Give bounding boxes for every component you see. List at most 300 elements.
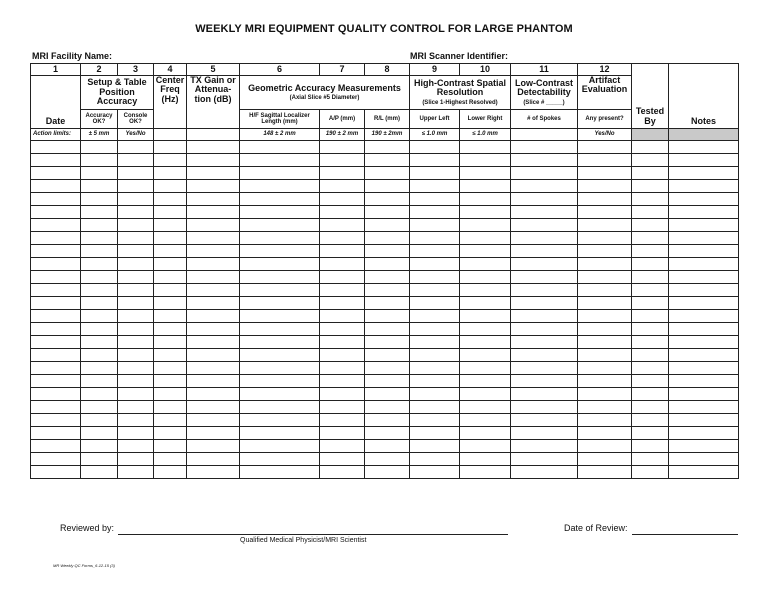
table-cell[interactable]	[511, 141, 578, 154]
table-cell[interactable]	[669, 453, 739, 466]
table-cell[interactable]	[81, 336, 118, 349]
table-cell[interactable]	[460, 180, 511, 193]
table-cell[interactable]	[632, 258, 669, 271]
table-cell[interactable]	[240, 323, 320, 336]
table-cell[interactable]	[365, 232, 410, 245]
table-cell[interactable]	[632, 349, 669, 362]
table-cell[interactable]	[669, 388, 739, 401]
table-cell[interactable]	[320, 206, 365, 219]
table-cell[interactable]	[320, 258, 365, 271]
table-cell[interactable]	[365, 271, 410, 284]
table-cell[interactable]	[31, 349, 81, 362]
table-cell[interactable]	[187, 453, 240, 466]
table-cell[interactable]	[187, 232, 240, 245]
table-cell[interactable]	[511, 453, 578, 466]
table-cell[interactable]	[81, 154, 118, 167]
table-cell[interactable]	[31, 466, 81, 479]
table-cell[interactable]	[632, 466, 669, 479]
table-cell[interactable]	[578, 206, 632, 219]
table-cell[interactable]	[240, 362, 320, 375]
table-cell[interactable]	[154, 232, 187, 245]
table-cell[interactable]	[511, 401, 578, 414]
table-cell[interactable]	[31, 310, 81, 323]
table-cell[interactable]	[365, 297, 410, 310]
table-cell[interactable]	[320, 388, 365, 401]
table-cell[interactable]	[240, 310, 320, 323]
table-cell[interactable]	[320, 141, 365, 154]
table-cell[interactable]	[320, 453, 365, 466]
table-cell[interactable]	[669, 414, 739, 427]
table-cell[interactable]	[154, 297, 187, 310]
table-cell[interactable]	[511, 375, 578, 388]
table-cell[interactable]	[118, 141, 154, 154]
table-cell[interactable]	[365, 427, 410, 440]
table-cell[interactable]	[669, 154, 739, 167]
table-cell[interactable]	[118, 154, 154, 167]
table-cell[interactable]	[31, 336, 81, 349]
table-cell[interactable]	[669, 284, 739, 297]
table-cell[interactable]	[240, 258, 320, 271]
table-cell[interactable]	[31, 206, 81, 219]
table-cell[interactable]	[669, 167, 739, 180]
table-cell[interactable]	[31, 440, 81, 453]
table-cell[interactable]	[365, 362, 410, 375]
table-cell[interactable]	[118, 310, 154, 323]
table-cell[interactable]	[669, 271, 739, 284]
table-cell[interactable]	[669, 440, 739, 453]
table-cell[interactable]	[154, 245, 187, 258]
table-cell[interactable]	[460, 401, 511, 414]
table-cell[interactable]	[187, 466, 240, 479]
table-cell[interactable]	[154, 388, 187, 401]
table-cell[interactable]	[31, 414, 81, 427]
table-cell[interactable]	[632, 440, 669, 453]
table-cell[interactable]	[410, 193, 460, 206]
table-cell[interactable]	[154, 154, 187, 167]
table-cell[interactable]	[187, 271, 240, 284]
table-cell[interactable]	[118, 414, 154, 427]
table-cell[interactable]	[511, 258, 578, 271]
table-cell[interactable]	[578, 141, 632, 154]
table-cell[interactable]	[31, 388, 81, 401]
table-cell[interactable]	[81, 193, 118, 206]
table-cell[interactable]	[460, 297, 511, 310]
table-cell[interactable]	[154, 193, 187, 206]
table-cell[interactable]	[578, 193, 632, 206]
table-cell[interactable]	[511, 284, 578, 297]
table-cell[interactable]	[578, 297, 632, 310]
table-cell[interactable]	[460, 362, 511, 375]
table-cell[interactable]	[240, 154, 320, 167]
table-cell[interactable]	[81, 440, 118, 453]
table-cell[interactable]	[511, 336, 578, 349]
table-cell[interactable]	[320, 154, 365, 167]
table-cell[interactable]	[187, 414, 240, 427]
table-cell[interactable]	[240, 167, 320, 180]
table-cell[interactable]	[154, 453, 187, 466]
table-cell[interactable]	[31, 258, 81, 271]
table-cell[interactable]	[320, 232, 365, 245]
table-cell[interactable]	[187, 284, 240, 297]
table-cell[interactable]	[240, 401, 320, 414]
table-cell[interactable]	[460, 167, 511, 180]
table-cell[interactable]	[118, 180, 154, 193]
table-cell[interactable]	[187, 388, 240, 401]
table-cell[interactable]	[632, 206, 669, 219]
table-cell[interactable]	[669, 258, 739, 271]
table-cell[interactable]	[460, 388, 511, 401]
table-cell[interactable]	[578, 362, 632, 375]
table-cell[interactable]	[410, 219, 460, 232]
table-cell[interactable]	[320, 349, 365, 362]
table-cell[interactable]	[410, 453, 460, 466]
table-cell[interactable]	[632, 180, 669, 193]
table-cell[interactable]	[669, 349, 739, 362]
table-cell[interactable]	[410, 388, 460, 401]
table-cell[interactable]	[81, 206, 118, 219]
table-cell[interactable]	[240, 245, 320, 258]
reviewed-by-signature-line[interactable]	[118, 534, 508, 535]
table-cell[interactable]	[632, 245, 669, 258]
table-cell[interactable]	[320, 401, 365, 414]
table-cell[interactable]	[632, 284, 669, 297]
table-cell[interactable]	[118, 193, 154, 206]
table-cell[interactable]	[81, 258, 118, 271]
table-cell[interactable]	[187, 245, 240, 258]
table-cell[interactable]	[240, 141, 320, 154]
table-cell[interactable]	[632, 362, 669, 375]
table-cell[interactable]	[669, 362, 739, 375]
table-cell[interactable]	[632, 388, 669, 401]
table-cell[interactable]	[669, 466, 739, 479]
table-cell[interactable]	[365, 193, 410, 206]
table-cell[interactable]	[460, 245, 511, 258]
table-cell[interactable]	[632, 427, 669, 440]
table-cell[interactable]	[320, 362, 365, 375]
table-cell[interactable]	[118, 453, 154, 466]
table-cell[interactable]	[154, 141, 187, 154]
table-cell[interactable]	[511, 440, 578, 453]
table-cell[interactable]	[320, 180, 365, 193]
table-cell[interactable]	[460, 154, 511, 167]
table-cell[interactable]	[320, 375, 365, 388]
table-cell[interactable]	[320, 271, 365, 284]
table-cell[interactable]	[240, 297, 320, 310]
table-cell[interactable]	[187, 219, 240, 232]
table-cell[interactable]	[81, 414, 118, 427]
table-cell[interactable]	[320, 427, 365, 440]
table-cell[interactable]	[31, 362, 81, 375]
table-cell[interactable]	[669, 232, 739, 245]
table-cell[interactable]	[365, 141, 410, 154]
table-cell[interactable]	[511, 206, 578, 219]
table-cell[interactable]	[410, 232, 460, 245]
table-cell[interactable]	[578, 271, 632, 284]
table-cell[interactable]	[154, 271, 187, 284]
table-cell[interactable]	[320, 193, 365, 206]
table-cell[interactable]	[365, 219, 410, 232]
table-cell[interactable]	[118, 349, 154, 362]
table-cell[interactable]	[669, 193, 739, 206]
table-cell[interactable]	[511, 310, 578, 323]
table-cell[interactable]	[240, 336, 320, 349]
table-cell[interactable]	[31, 180, 81, 193]
table-cell[interactable]	[410, 323, 460, 336]
table-cell[interactable]	[118, 440, 154, 453]
table-cell[interactable]	[240, 180, 320, 193]
table-cell[interactable]	[154, 258, 187, 271]
table-cell[interactable]	[154, 349, 187, 362]
table-cell[interactable]	[578, 440, 632, 453]
table-cell[interactable]	[187, 297, 240, 310]
table-cell[interactable]	[240, 284, 320, 297]
table-cell[interactable]	[31, 193, 81, 206]
table-cell[interactable]	[410, 271, 460, 284]
table-cell[interactable]	[365, 245, 410, 258]
table-cell[interactable]	[81, 271, 118, 284]
table-cell[interactable]	[187, 336, 240, 349]
table-cell[interactable]	[31, 219, 81, 232]
table-cell[interactable]	[578, 232, 632, 245]
table-cell[interactable]	[154, 401, 187, 414]
table-cell[interactable]	[365, 414, 410, 427]
table-cell[interactable]	[632, 232, 669, 245]
table-cell[interactable]	[410, 440, 460, 453]
table-cell[interactable]	[187, 206, 240, 219]
table-cell[interactable]	[578, 414, 632, 427]
table-cell[interactable]	[187, 362, 240, 375]
table-cell[interactable]	[240, 375, 320, 388]
table-cell[interactable]	[365, 375, 410, 388]
table-cell[interactable]	[240, 440, 320, 453]
table-cell[interactable]	[460, 193, 511, 206]
table-cell[interactable]	[31, 427, 81, 440]
table-cell[interactable]	[669, 310, 739, 323]
table-cell[interactable]	[365, 401, 410, 414]
table-cell[interactable]	[187, 349, 240, 362]
table-cell[interactable]	[632, 154, 669, 167]
table-cell[interactable]	[410, 167, 460, 180]
table-cell[interactable]	[154, 336, 187, 349]
table-cell[interactable]	[669, 141, 739, 154]
table-cell[interactable]	[365, 388, 410, 401]
table-cell[interactable]	[511, 245, 578, 258]
table-cell[interactable]	[632, 193, 669, 206]
table-cell[interactable]	[154, 362, 187, 375]
table-cell[interactable]	[460, 284, 511, 297]
table-cell[interactable]	[669, 206, 739, 219]
table-cell[interactable]	[31, 271, 81, 284]
table-cell[interactable]	[669, 401, 739, 414]
table-cell[interactable]	[81, 245, 118, 258]
table-cell[interactable]	[240, 206, 320, 219]
table-cell[interactable]	[31, 232, 81, 245]
table-cell[interactable]	[187, 401, 240, 414]
table-cell[interactable]	[410, 362, 460, 375]
table-cell[interactable]	[578, 154, 632, 167]
table-cell[interactable]	[460, 206, 511, 219]
table-cell[interactable]	[410, 375, 460, 388]
table-cell[interactable]	[578, 466, 632, 479]
table-cell[interactable]	[118, 297, 154, 310]
table-cell[interactable]	[578, 258, 632, 271]
table-cell[interactable]	[187, 427, 240, 440]
table-cell[interactable]	[118, 323, 154, 336]
table-cell[interactable]	[460, 336, 511, 349]
table-cell[interactable]	[320, 284, 365, 297]
table-cell[interactable]	[240, 349, 320, 362]
table-cell[interactable]	[240, 232, 320, 245]
table-cell[interactable]	[240, 453, 320, 466]
table-cell[interactable]	[154, 440, 187, 453]
table-cell[interactable]	[31, 154, 81, 167]
table-cell[interactable]	[81, 427, 118, 440]
table-cell[interactable]	[460, 232, 511, 245]
table-cell[interactable]	[81, 453, 118, 466]
table-cell[interactable]	[365, 167, 410, 180]
table-cell[interactable]	[410, 297, 460, 310]
table-cell[interactable]	[578, 336, 632, 349]
table-cell[interactable]	[154, 414, 187, 427]
table-cell[interactable]	[578, 284, 632, 297]
table-cell[interactable]	[118, 284, 154, 297]
table-cell[interactable]	[410, 466, 460, 479]
table-cell[interactable]	[511, 427, 578, 440]
table-cell[interactable]	[240, 193, 320, 206]
table-cell[interactable]	[118, 336, 154, 349]
table-cell[interactable]	[81, 232, 118, 245]
table-cell[interactable]	[632, 141, 669, 154]
table-cell[interactable]	[365, 180, 410, 193]
table-cell[interactable]	[320, 336, 365, 349]
table-cell[interactable]	[187, 310, 240, 323]
table-cell[interactable]	[410, 414, 460, 427]
table-cell[interactable]	[81, 297, 118, 310]
table-cell[interactable]	[410, 427, 460, 440]
table-cell[interactable]	[154, 284, 187, 297]
table-cell[interactable]	[578, 427, 632, 440]
table-cell[interactable]	[632, 401, 669, 414]
table-cell[interactable]	[410, 284, 460, 297]
table-cell[interactable]	[511, 388, 578, 401]
table-cell[interactable]	[320, 440, 365, 453]
table-cell[interactable]	[578, 375, 632, 388]
table-cell[interactable]	[669, 219, 739, 232]
table-cell[interactable]	[460, 271, 511, 284]
table-cell[interactable]	[578, 180, 632, 193]
table-cell[interactable]	[320, 245, 365, 258]
table-cell[interactable]	[511, 271, 578, 284]
table-cell[interactable]	[118, 271, 154, 284]
table-cell[interactable]	[410, 401, 460, 414]
table-cell[interactable]	[154, 375, 187, 388]
table-cell[interactable]	[187, 258, 240, 271]
table-cell[interactable]	[81, 323, 118, 336]
table-cell[interactable]	[365, 440, 410, 453]
table-cell[interactable]	[460, 310, 511, 323]
table-cell[interactable]	[118, 427, 154, 440]
table-cell[interactable]	[578, 453, 632, 466]
table-cell[interactable]	[187, 193, 240, 206]
table-cell[interactable]	[187, 440, 240, 453]
table-cell[interactable]	[118, 362, 154, 375]
table-cell[interactable]	[578, 310, 632, 323]
table-cell[interactable]	[154, 466, 187, 479]
table-cell[interactable]	[511, 323, 578, 336]
table-cell[interactable]	[118, 401, 154, 414]
table-cell[interactable]	[410, 258, 460, 271]
table-cell[interactable]	[81, 310, 118, 323]
table-cell[interactable]	[578, 245, 632, 258]
table-cell[interactable]	[669, 180, 739, 193]
table-cell[interactable]	[460, 453, 511, 466]
table-cell[interactable]	[154, 219, 187, 232]
table-cell[interactable]	[31, 245, 81, 258]
table-cell[interactable]	[460, 375, 511, 388]
table-cell[interactable]	[187, 323, 240, 336]
table-cell[interactable]	[320, 323, 365, 336]
table-cell[interactable]	[578, 388, 632, 401]
table-cell[interactable]	[460, 440, 511, 453]
table-cell[interactable]	[410, 206, 460, 219]
table-cell[interactable]	[240, 388, 320, 401]
table-cell[interactable]	[154, 206, 187, 219]
table-cell[interactable]	[118, 167, 154, 180]
table-cell[interactable]	[81, 362, 118, 375]
table-cell[interactable]	[31, 453, 81, 466]
table-cell[interactable]	[632, 310, 669, 323]
table-cell[interactable]	[81, 388, 118, 401]
table-cell[interactable]	[240, 414, 320, 427]
date-of-review-line[interactable]	[632, 534, 738, 535]
table-cell[interactable]	[118, 388, 154, 401]
table-cell[interactable]	[187, 167, 240, 180]
table-cell[interactable]	[31, 167, 81, 180]
table-cell[interactable]	[187, 180, 240, 193]
table-cell[interactable]	[632, 297, 669, 310]
table-cell[interactable]	[31, 141, 81, 154]
table-cell[interactable]	[31, 323, 81, 336]
table-cell[interactable]	[365, 323, 410, 336]
table-cell[interactable]	[81, 141, 118, 154]
table-cell[interactable]	[511, 297, 578, 310]
table-cell[interactable]	[118, 219, 154, 232]
table-cell[interactable]	[187, 141, 240, 154]
table-cell[interactable]	[81, 180, 118, 193]
table-cell[interactable]	[240, 219, 320, 232]
table-cell[interactable]	[511, 414, 578, 427]
table-cell[interactable]	[632, 453, 669, 466]
table-cell[interactable]	[511, 466, 578, 479]
table-cell[interactable]	[365, 284, 410, 297]
table-cell[interactable]	[320, 466, 365, 479]
table-cell[interactable]	[410, 154, 460, 167]
table-cell[interactable]	[154, 323, 187, 336]
table-cell[interactable]	[365, 336, 410, 349]
table-cell[interactable]	[154, 180, 187, 193]
table-cell[interactable]	[31, 284, 81, 297]
table-cell[interactable]	[669, 427, 739, 440]
table-cell[interactable]	[118, 245, 154, 258]
table-cell[interactable]	[669, 297, 739, 310]
table-cell[interactable]	[365, 310, 410, 323]
table-cell[interactable]	[460, 414, 511, 427]
table-cell[interactable]	[154, 310, 187, 323]
table-cell[interactable]	[118, 206, 154, 219]
table-cell[interactable]	[511, 232, 578, 245]
table-cell[interactable]	[81, 349, 118, 362]
table-cell[interactable]	[511, 167, 578, 180]
